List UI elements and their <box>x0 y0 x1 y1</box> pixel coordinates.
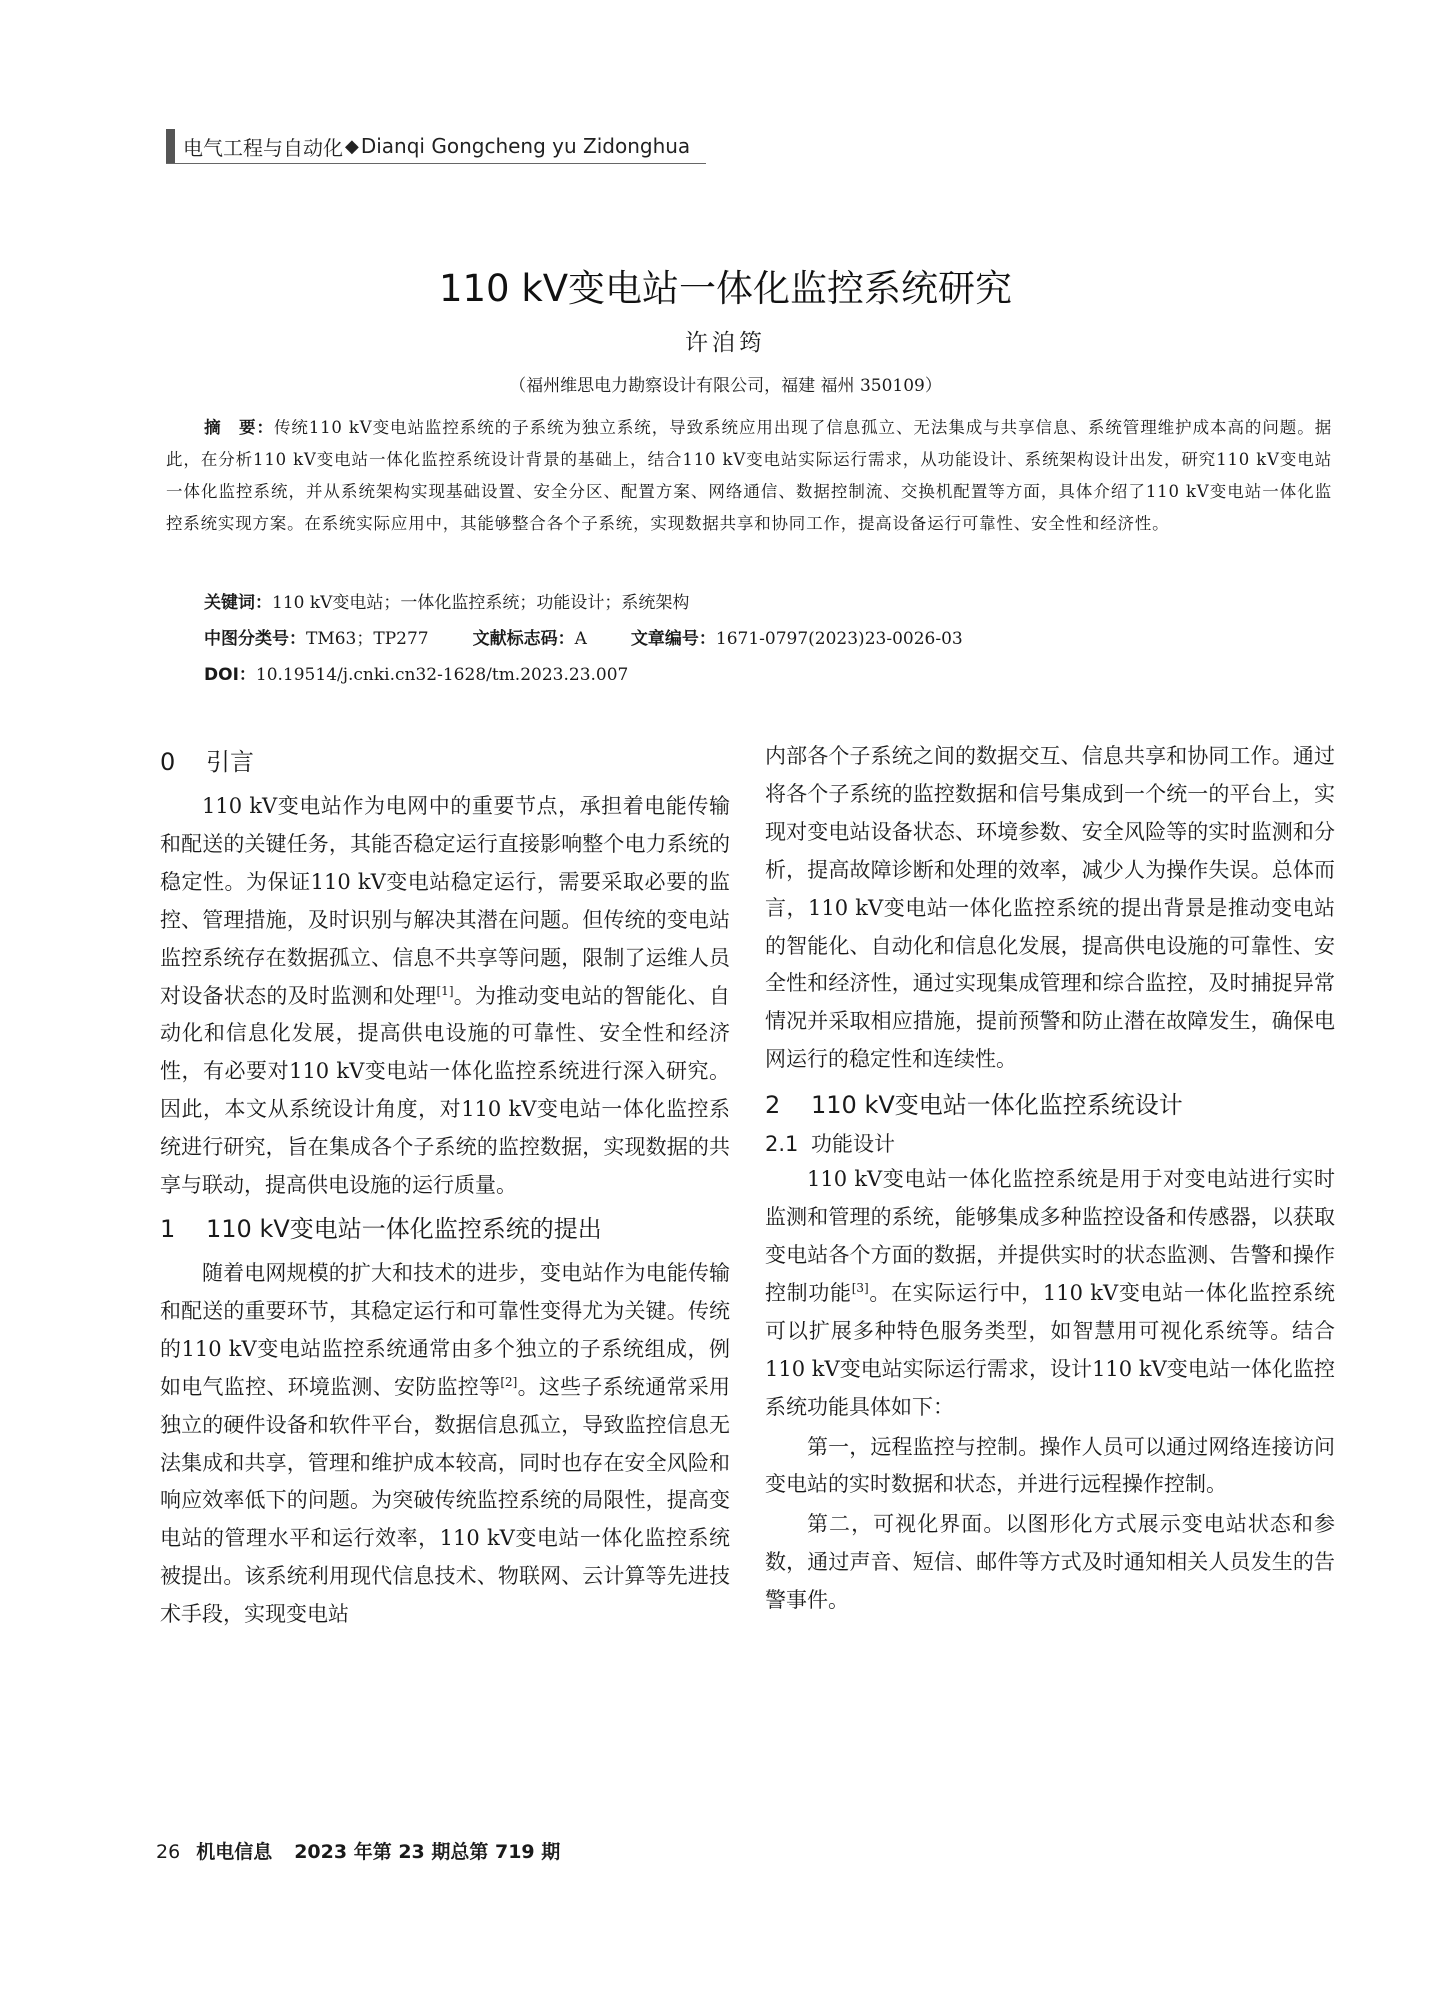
issue-info: 2023 年第 23 期总第 719 期 <box>294 1841 561 1863</box>
subsection-2-1-paragraph-3: 第二，可视化界面。以图形化方式展示变电站状态和参数，通过声音、短信、邮件等方式及时通知相关人员发生的告警事件。 <box>765 1512 1335 1613</box>
left-column <box>160 742 730 1634</box>
diamond-icon: ◆ <box>345 135 359 157</box>
clc-value: TM63；TP277 <box>306 629 429 649</box>
citation-3: [3] <box>851 1280 869 1295</box>
keywords-line <box>204 588 689 613</box>
section-0-heading: 0 引言 <box>160 748 254 776</box>
subsection-2-1-paragraph-2: 第一，远程监控与控制。操作人员可以通过网络连接访问变电站的实时数据和状态，并进行远程操作控制。 <box>765 1434 1335 1497</box>
article-author: 许洎筠 <box>685 330 766 356</box>
doi-label: DOI： <box>204 665 256 685</box>
abstract-text: 传统110 kV变电站监控系统的子系统为独立系统，导致系统应用出现了信息孤立、无法集成与共享信息、系统管理维护成本高的问题。据此，在分析110 kV变电站一体化监控系统设计背景的基础上，结合110 kV变电站实际运行需求，从功能设计、系统架构设计出发，研究110 kV变电站一体化监控系统，并从系统架构实现基础设置、安全分区、配置方案、网络通信、数据控制流、交换机配置等方面，具体介绍了110 kV变电站一体化监控系统实现方案。在系统实际应用中，其能够整合各个子系统，实现数据共享和协同工作，提高设备运行可靠性、安全性和经济性。 <box>166 418 1332 533</box>
article-no-label: 文章编号： <box>630 629 716 649</box>
doi-value: 10.19514/j.cnki.cn32-1628/tm.2023.23.007 <box>255 665 629 685</box>
header-pinyin: Dianqi Gongcheng yu Zidonghua <box>360 134 691 158</box>
abstract-label: 摘 要： <box>204 418 274 437</box>
section-0-paragraph: 110 kV变电站作为电网中的重要节点，承担着电能传输和配送的关键任务，其能否稳定运行直接影响整个电力系统的稳定性。为保证110 kV变电站稳定运行，需要采取必要的监控、管理措施，及时识别与解决其潜在问题。但传统的变电站监控系统存在数据孤立、信息不共享等问题，限制了运维人员对设备状态的及时监测和处理[1]。为推动变电站的智能化、自动化和信息化发展，提高供电设施的可靠性、安全性和经济性，有必要对110 kV变电站一体化监控系统进行深入研究。因此，本文从系统设计角度，对110 kV变电站一体化监控系统进行研究，旨在集成各个子系统的监控数据，实现数据的共享与联动，提高供电设施的运行质量。 <box>160 794 730 1198</box>
citation-2: [2] <box>500 1374 518 1389</box>
keywords-label: 关键词： <box>204 593 272 613</box>
keywords-text: 110 kV变电站；一体化监控系统；功能设计；系统架构 <box>272 593 690 613</box>
section-1-heading: 1 110 kV变电站一体化监控系统的提出 <box>160 1214 602 1243</box>
subsection-2-1-heading: 2.1 功能设计 <box>765 1132 895 1157</box>
classification-line <box>204 624 963 649</box>
header-rule <box>166 163 706 164</box>
article-no-value: 1671-0797(2023)23-0026-03 <box>715 629 963 649</box>
header-bar <box>166 129 175 163</box>
doc-code-label: 文献标志码： <box>472 629 575 649</box>
section-2-heading: 2 110 kV变电站一体化监控系统设计 <box>765 1091 1183 1120</box>
subsection-2-1-paragraph-1: 110 kV变电站一体化监控系统是用于对变电站进行实时监测和管理的系统，能够集成多种监控设备和传感器，以获取变电站各个方面的数据，并提供实时的状态监测、告警和操作控制功能[3]。在实际运行中，110 kV变电站一体化监控系统可以扩展多种特色服务类型，如智慧用可视化系统等。结合110 kV变电站实际运行需求，设计110 kV变电站一体化监控系统功能具体如下： <box>765 1167 1336 1419</box>
page-number: 26 <box>156 1841 181 1863</box>
doi-line <box>204 660 628 685</box>
citation-1: [1] <box>436 983 454 998</box>
section-1-paragraph-cont: 内部各个子系统之间的数据交互、信息共享和协同工作。通过将各个子系统的监控数据和信号集成到一个统一的平台上，实现对变电站设备状态、环境参数、安全风险等的实时监测和分析，提高故障诊断和处理的效率，减少人为操作失误。总体而言，110 kV变电站一体化监控系统的提出背景是推动变电站的智能化、自动化和信息化发展，提高供电设施的可靠性、安全性和经济性，通过实现集成管理和综合监控，及时捕捉异常情况并采取相应措施，提前预警和防止潜在故障发生，确保电网运行的稳定性和连续性。 <box>765 744 1335 1072</box>
journal-name: 机电信息 <box>196 1841 273 1863</box>
header-cn: 电气工程与自动化 <box>183 135 343 160</box>
article-title: 110 kV变电站一体化监控系统研究 <box>438 267 1013 310</box>
running-header <box>166 128 690 164</box>
doc-code-value: A <box>574 629 587 649</box>
abstract <box>166 412 1332 540</box>
right-column <box>765 738 1335 1620</box>
article-affiliation: （福州维思电力勘察设计有限公司，福建 福州 350109） <box>509 376 942 396</box>
clc-label: 中图分类号： <box>204 629 306 649</box>
section-1-paragraph: 随着电网规模的扩大和技术的进步，变电站作为电能传输和配送的重要环节，其稳定运行和可靠性变得尤为关键。传统的110 kV变电站监控系统通常由多个独立的子系统组成，例如电气监控、环境监测、安防监控等[2]。这些子系统通常采用独立的硬件设备和软件平台，数据信息孤立，导致监控信息无法集成和共享，管理和维护成本较高，同时也存在安全风险和响应效率低下的问题。为突破传统监控系统的局限性，提高变电站的管理水平和运行效率，110 kV变电站一体化监控系统被提出。该系统利用现代信息技术、物联网、云计算等先进技术手段，实现变电站 <box>160 1260 731 1627</box>
page-footer <box>156 1837 560 1864</box>
